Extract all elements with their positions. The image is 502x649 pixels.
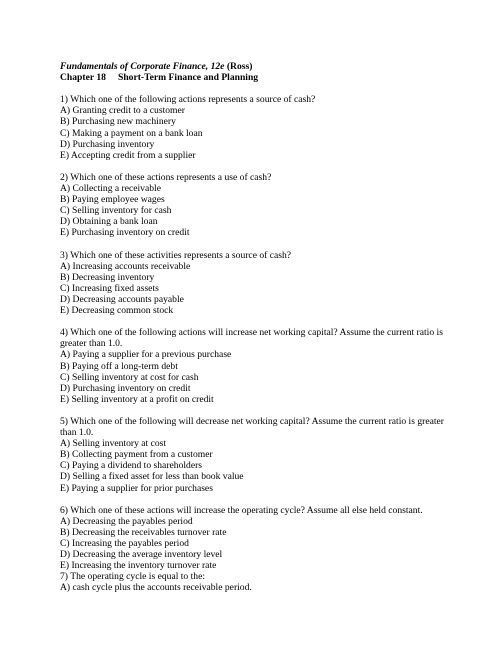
- answer-option: C) Increasing the payables period: [60, 538, 189, 550]
- answer-option: C) Selling inventory for cash: [60, 205, 172, 217]
- question-6: [60, 505, 460, 572]
- answer-option: E) Purchasing inventory on credit: [60, 227, 190, 239]
- answer-option: E) Selling inventory at a profit on credit: [60, 393, 214, 405]
- chapter-title: Short-Term Finance and Planning: [118, 72, 259, 84]
- question-stem: 3) Which one of these activities represents a source of cash?: [60, 249, 292, 261]
- answer-option: A) Collecting a receivable: [60, 183, 161, 195]
- answer-option: D) Decreasing accounts payable: [60, 293, 184, 305]
- question-1: [60, 94, 460, 161]
- answer-option: D) Purchasing inventory: [60, 138, 155, 150]
- document-content: [60, 61, 460, 594]
- book-title-name: Fundamentals of Corporate Finance, 12e: [60, 61, 225, 72]
- answer-option: B) Decreasing the receivables turnover rate: [60, 526, 227, 538]
- answer-option: E) Decreasing common stock: [60, 305, 174, 317]
- answer-option: C) Selling inventory at cost for cash: [60, 371, 199, 383]
- answer-option: A) Increasing accounts receivable: [60, 260, 191, 272]
- answer-option: C) Increasing fixed assets: [60, 282, 159, 294]
- question-stem: 2) Which one of these actions represents a use of cash?: [60, 171, 272, 183]
- answer-option: A) Selling inventory at cost: [60, 438, 167, 450]
- answer-option: B) Collecting payment from a customer: [60, 449, 213, 461]
- answer-option: A) Paying a supplier for a previous purchase: [60, 349, 232, 361]
- answer-option: A) Decreasing the payables period: [60, 515, 193, 527]
- question-stem: 6) Which one of these actions will increase the operating cycle? Assume all else held constant.: [60, 504, 423, 516]
- answer-option: D) Decreasing the average inventory level: [60, 549, 223, 561]
- chapter-heading: [60, 72, 460, 83]
- question-5: [60, 416, 460, 494]
- answer-option: D) Selling a fixed asset for less than book value: [60, 471, 244, 483]
- question-stem: 5) Which one of the following will decrease net working capital? Assume the current ratio is greater than 1.0.: [60, 416, 444, 439]
- question-7: [60, 571, 460, 593]
- answer-option: C) Making a payment on a bank loan: [60, 127, 203, 139]
- answer-option: D) Purchasing inventory on credit: [60, 382, 191, 394]
- answer-option: A) cash cycle plus the accounts receivable period.: [60, 582, 252, 594]
- answer-option: C) Paying a dividend to shareholders: [60, 460, 203, 472]
- question-2: [60, 172, 460, 239]
- answer-option: A) Granting credit to a customer: [60, 105, 185, 117]
- book-title: [60, 61, 460, 72]
- answer-option: E) Paying a supplier for prior purchases: [60, 482, 213, 494]
- answer-option: B) Paying employee wages: [60, 194, 165, 206]
- answer-option: B) Paying off a long-term debt: [60, 360, 178, 372]
- question-4: [60, 327, 460, 405]
- answer-option: B) Purchasing new machinery: [60, 116, 176, 128]
- answer-option: D) Obtaining a bank loan: [60, 216, 158, 228]
- question-stem: 7) The operating cycle is equal to the:: [60, 571, 206, 583]
- book-title-author: (Ross): [224, 61, 253, 72]
- question-stem: 1) Which one of the following actions represents a source of cash?: [60, 94, 316, 106]
- answer-option: B) Decreasing inventory: [60, 271, 155, 283]
- question-stem: 4) Which one of the following actions will increase net working capital? Assume the current ratio is greater than 1.0.: [60, 327, 443, 350]
- answer-option: E) Increasing the inventory turnover rate: [60, 560, 217, 572]
- chapter-number: Chapter 18: [60, 72, 106, 84]
- answer-option: E) Accepting credit from a supplier: [60, 149, 196, 161]
- question-3: [60, 250, 460, 317]
